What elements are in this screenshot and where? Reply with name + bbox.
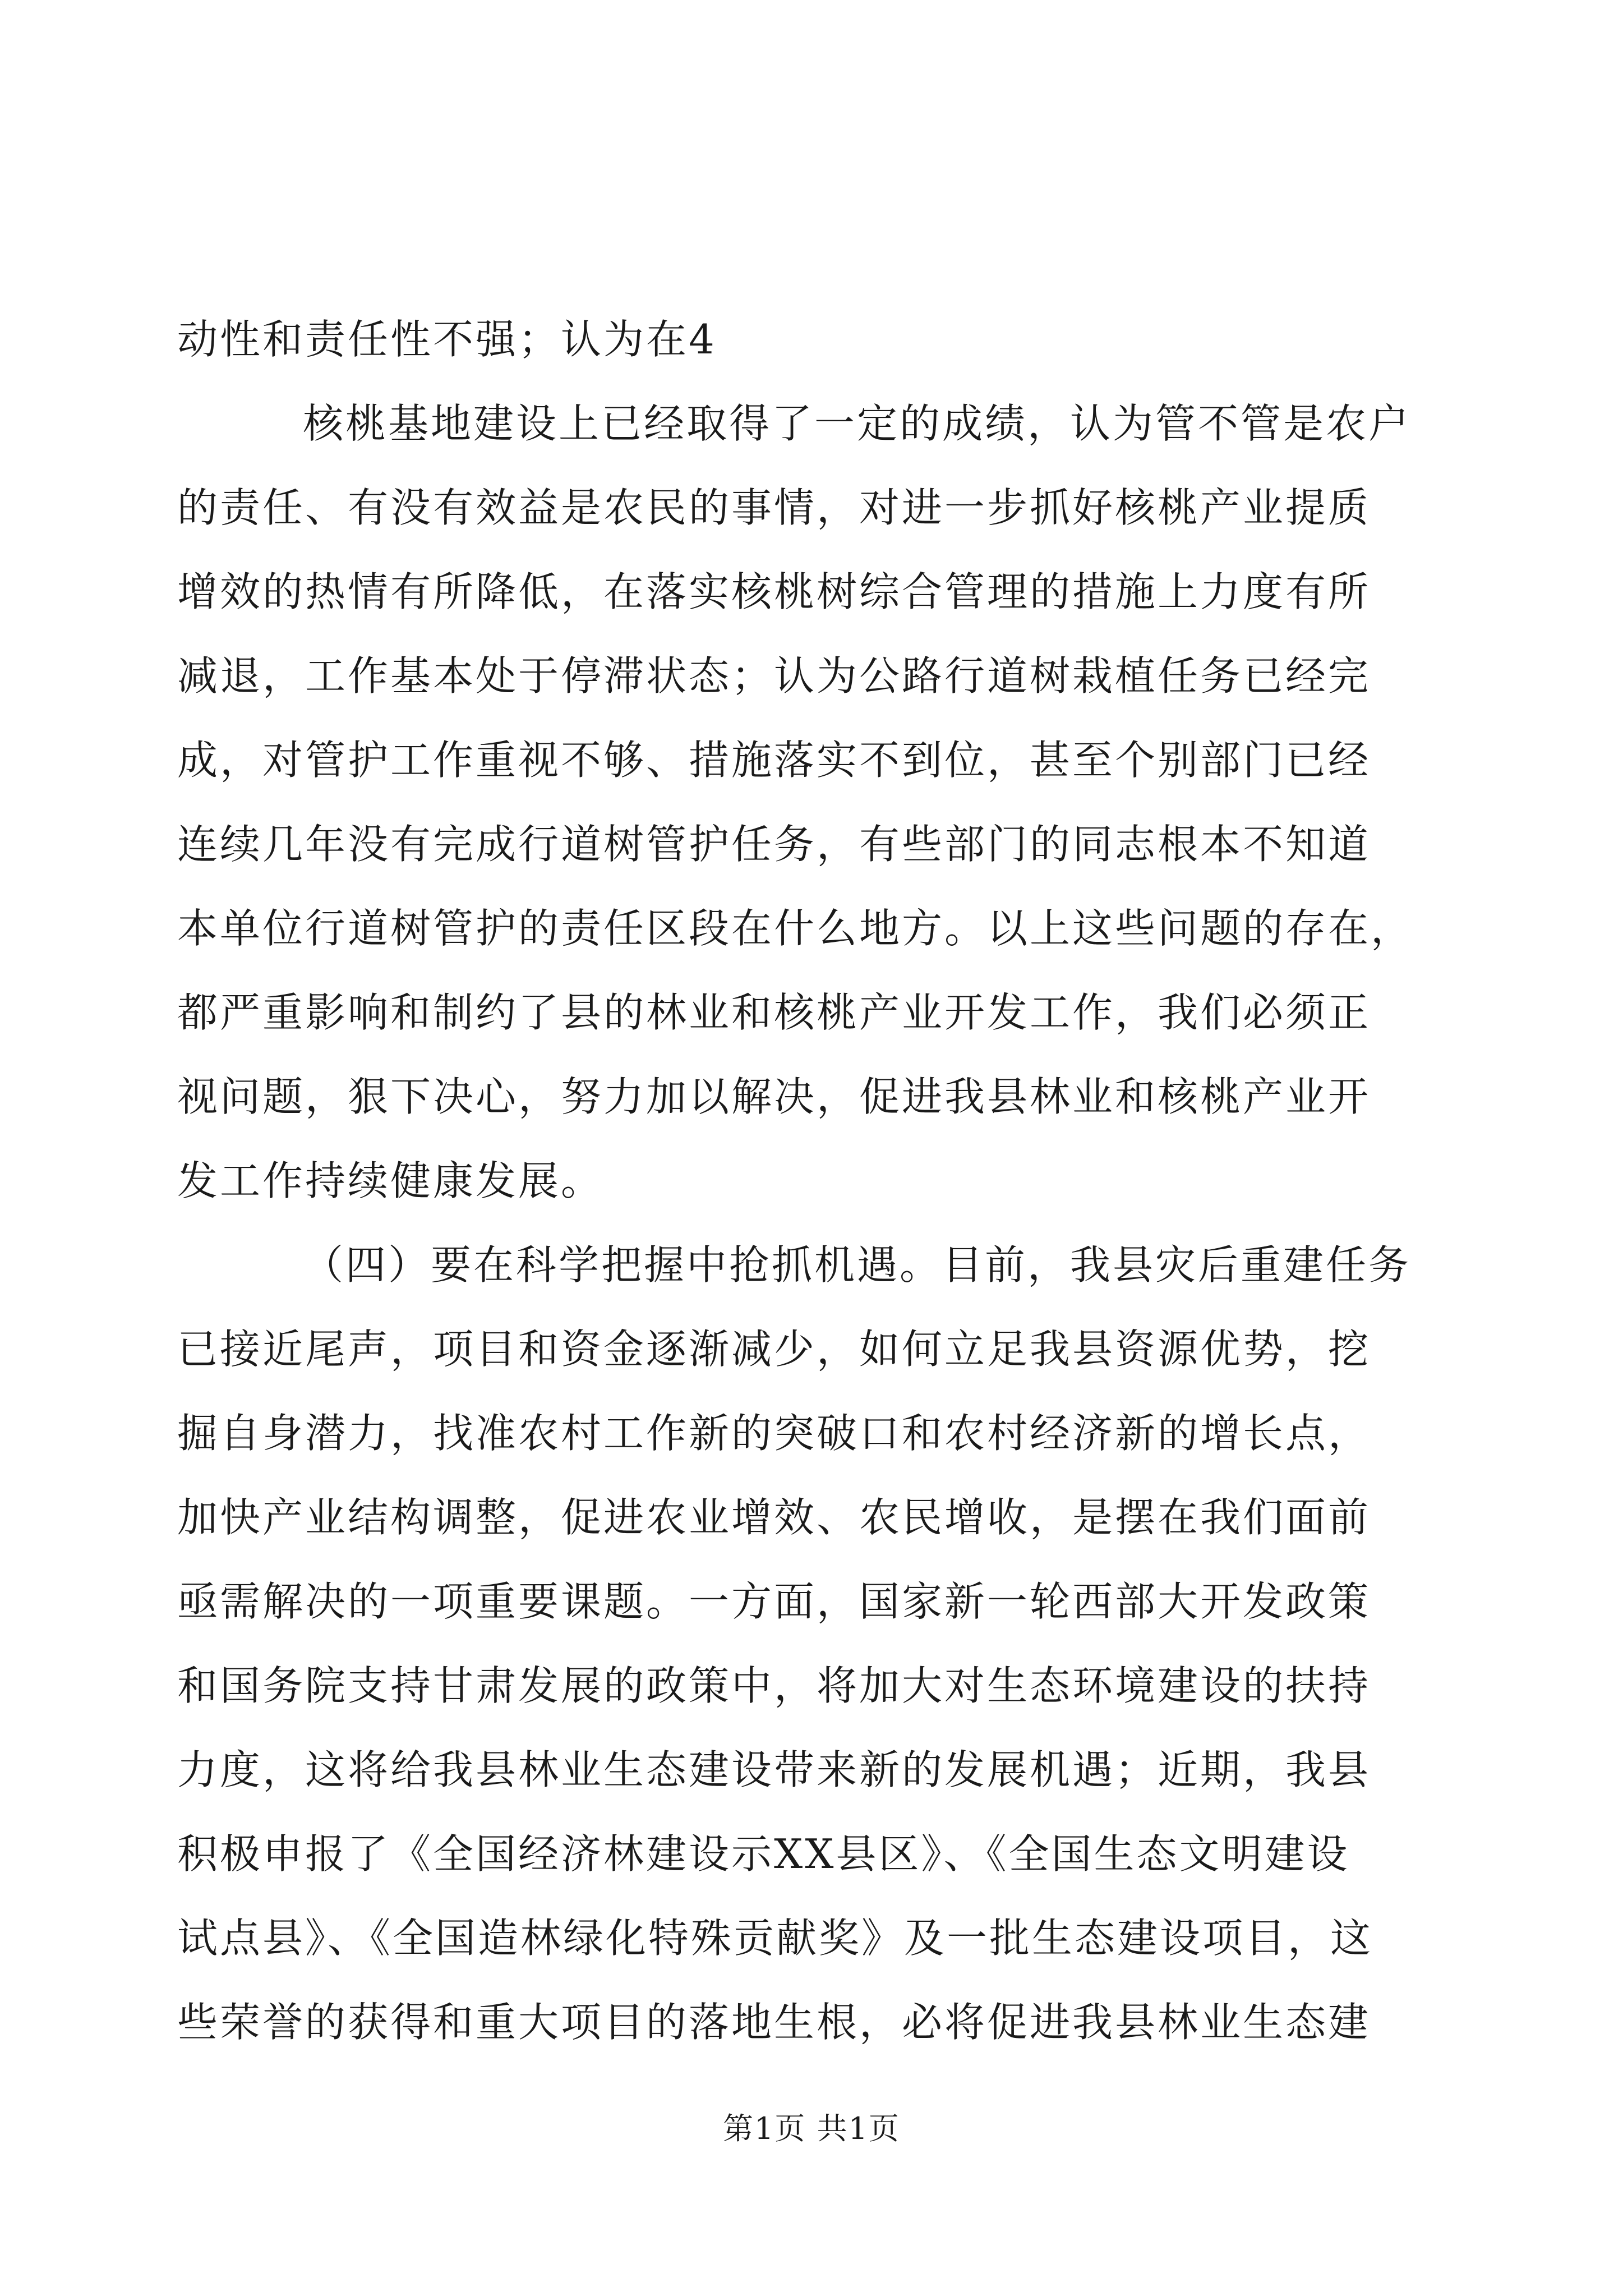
text-line-6: 成，对管护工作重视不够、措施落实不到位，甚至个别部门已经 bbox=[177, 737, 1371, 784]
text-line-4: 增效的热情有所降低，在落实核桃树综合管理的措施上力度有所 bbox=[177, 568, 1371, 615]
text-line-8: 本单位行道树管护的责任区段在什么地方。以上这些问题的存在， bbox=[177, 905, 1414, 952]
text-line-19: 积极申报了《全国经济林建设示XX县区》、《全国生态文明建设 bbox=[177, 1830, 1350, 1878]
text-line-17: 和国务院支持甘肃发展的政策中，将加大对生态环境建设的扶持 bbox=[177, 1662, 1371, 1709]
text-line-15: 加快产业结构调整，促进农业增效、农民增收，是摆在我们面前 bbox=[177, 1494, 1371, 1541]
text-line-2: 核桃基地建设上已经取得了一定的成绩，认为管不管是农户 bbox=[303, 400, 1412, 447]
text-line-1: 动性和责任性不强；认为在4 bbox=[177, 316, 717, 363]
text-line-21: 些荣誉的获得和重大项目的落地生根，必将促进我县林业生态建 bbox=[177, 1999, 1371, 2046]
text-line-11: 发工作持续健康发展。 bbox=[177, 1157, 604, 1204]
text-line-5: 减退，工作基本处于停滞状态；认为公路行道树栽植任务已经完 bbox=[177, 652, 1371, 700]
text-line-3: 的责任、有没有效益是农民的事情，对进一步抓好核桃产业提质 bbox=[177, 484, 1371, 531]
text-line-14: 掘自身潜力，找准农村工作新的突破口和农村经济新的增长点， bbox=[177, 1410, 1371, 1457]
text-line-16: 亟需解决的一项重要课题。一方面，国家新一轮西部大开发政策 bbox=[177, 1578, 1371, 1625]
text-line-10: 视问题，狠下决心，努力加以解决，促进我县林业和核桃产业开 bbox=[177, 1073, 1371, 1120]
text-line-9: 都严重影响和制约了县的林业和核桃产业开发工作，我们必须正 bbox=[177, 989, 1371, 1036]
text-line-7: 连续几年没有完成行道树管护任务，有些部门的同志根本不知道 bbox=[177, 821, 1371, 868]
text-line-12: （四）要在科学把握中抢抓机遇。目前，我县灾后重建任务 bbox=[303, 1241, 1412, 1289]
page-footer: 第1页 共1页 bbox=[723, 2111, 900, 2146]
text-line-20: 试点县》、《全国造林绿化特殊贡献奖》及一批生态建设项目，这 bbox=[177, 1915, 1373, 1962]
text-line-18: 力度，这将给我县林业生态建设带来新的发展机遇；近期，我县 bbox=[177, 1746, 1371, 1793]
text-line-13: 已接近尾声，项目和资金逐渐减少，如何立足我县资源优势，挖 bbox=[177, 1326, 1371, 1373]
